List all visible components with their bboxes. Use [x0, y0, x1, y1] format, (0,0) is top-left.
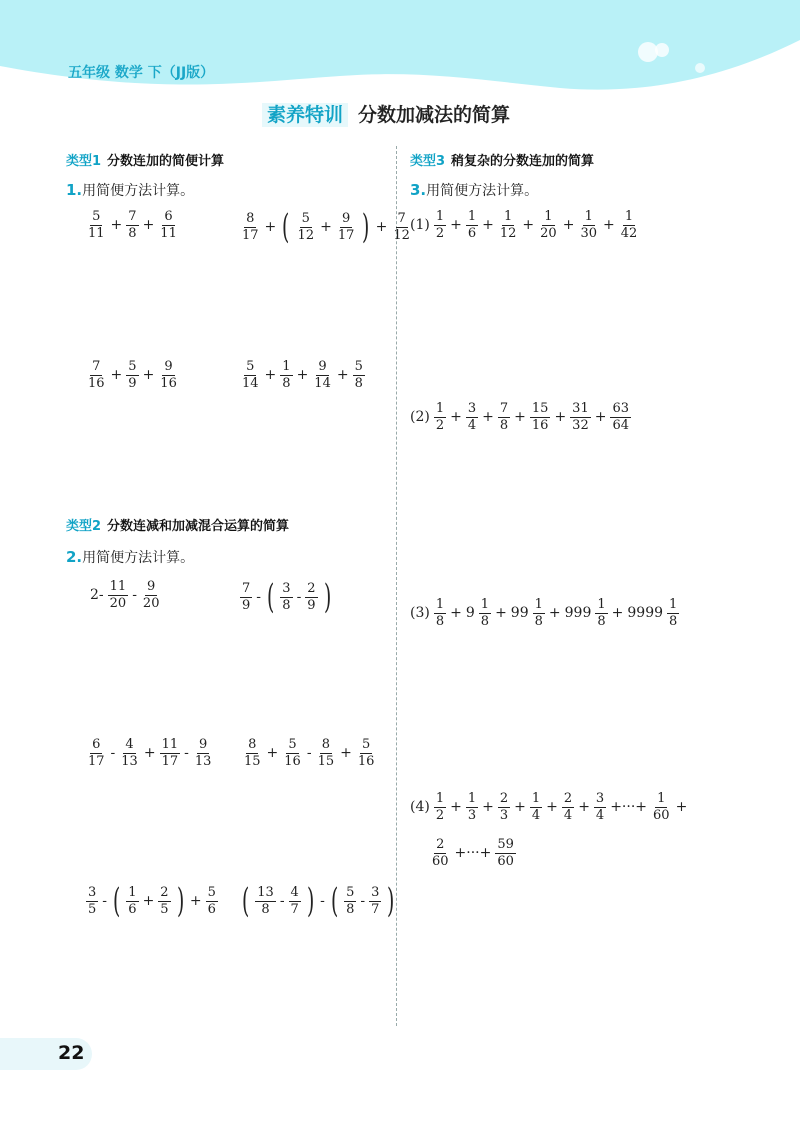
denominator: 64	[612, 417, 629, 433]
operator: +	[110, 367, 123, 384]
denominator: 17	[88, 753, 105, 769]
numerator: 5	[288, 737, 297, 752]
operator: +	[189, 893, 202, 909]
fraction	[344, 886, 356, 916]
denominator: 8	[534, 613, 543, 629]
operator: +	[482, 409, 494, 426]
operator: +	[336, 367, 349, 384]
numerator: 5	[128, 359, 137, 374]
denominator: 32	[572, 417, 589, 433]
numerator: 3	[467, 401, 477, 416]
numerator: 4	[125, 737, 134, 752]
expr-3-3	[408, 598, 681, 628]
denominator: 20	[109, 595, 127, 611]
fraction	[430, 838, 451, 868]
numerator: 1	[657, 791, 666, 806]
numerator: 1	[544, 209, 553, 224]
expr-1a	[84, 210, 181, 240]
fraction	[538, 210, 559, 240]
numerator: 5	[301, 210, 310, 226]
numerator: 3	[88, 884, 97, 900]
operator: 9	[465, 605, 475, 622]
numerator: 9	[164, 359, 173, 374]
operator: +	[578, 799, 590, 816]
numerator: 1	[435, 597, 445, 612]
section-3-text: 稍复杂的分数连加的简算	[451, 154, 595, 169]
fraction	[305, 582, 317, 612]
numerator: 1	[480, 597, 490, 612]
fraction	[434, 598, 446, 628]
operator: +	[320, 219, 332, 235]
part-label: (1)	[410, 217, 430, 234]
denominator: 8	[346, 901, 355, 917]
denominator: 13	[121, 753, 138, 769]
denominator: 8	[480, 613, 490, 629]
denominator: 42	[620, 225, 638, 241]
denominator: 14	[242, 375, 259, 391]
operator: +	[482, 799, 494, 816]
operator: +	[340, 745, 352, 762]
parenthesis: )	[306, 881, 315, 921]
expr-2e	[84, 881, 220, 921]
question-3-title	[410, 180, 538, 200]
section-3-tag: 类型3	[410, 154, 446, 169]
numerator: 15	[531, 401, 549, 416]
fraction	[530, 792, 542, 822]
operator: 2-	[90, 587, 104, 604]
denominator: 12	[393, 227, 410, 243]
denominator: 17	[161, 753, 179, 769]
expr-1b	[238, 207, 414, 247]
numerator: 5	[361, 737, 371, 752]
numerator: 59	[497, 837, 514, 852]
page-number: 22	[58, 1042, 85, 1064]
operator: +	[546, 799, 558, 816]
question-1-text: 用简便方法计算。	[82, 183, 195, 199]
operator: -	[184, 745, 189, 762]
fraction	[610, 402, 631, 432]
numerator: 9	[318, 359, 327, 374]
title-tag: 素养特训	[262, 103, 348, 127]
denominator: 6	[128, 901, 137, 917]
operator: -	[320, 893, 325, 909]
numerator: 6	[164, 209, 173, 224]
section-2-tag: 类型2	[66, 519, 102, 534]
fraction	[240, 212, 261, 242]
fraction	[141, 580, 162, 610]
numerator: 1	[435, 209, 445, 224]
denominator: 14	[314, 375, 331, 391]
numerator: 1	[597, 597, 606, 612]
denominator: 4	[531, 807, 541, 823]
numerator: 1	[534, 597, 543, 612]
section-2-heading	[66, 515, 289, 534]
denominator: 17	[242, 227, 259, 243]
numerator: 5	[92, 209, 101, 224]
parenthesis: (	[267, 577, 275, 617]
numerator: 2	[160, 884, 169, 900]
denominator: 15	[244, 753, 261, 769]
numerator: 3	[371, 884, 380, 900]
fraction	[240, 360, 261, 390]
fraction	[126, 360, 138, 390]
numerator: 5	[346, 884, 355, 900]
numerator: 3	[282, 580, 291, 596]
fraction	[126, 886, 138, 916]
denominator: 9	[242, 597, 251, 613]
title-text: 分数加减法的简算	[358, 104, 511, 126]
fraction	[158, 210, 179, 240]
parenthesis: )	[387, 881, 395, 921]
numerator: 1	[504, 209, 513, 224]
fraction	[594, 792, 606, 822]
part-label: (3)	[410, 605, 430, 622]
operator: -	[102, 893, 108, 909]
fraction	[86, 210, 107, 240]
denominator: 4	[467, 417, 477, 433]
numerator: 9	[147, 579, 156, 594]
fraction	[356, 738, 377, 768]
right-paren: )	[362, 207, 370, 247]
fraction	[206, 886, 218, 916]
numerator: 11	[161, 737, 179, 752]
denominator: 3	[467, 807, 477, 823]
denominator: 8	[261, 901, 270, 917]
operator: 99	[510, 605, 529, 622]
operator: 999	[564, 605, 592, 622]
operator: +	[611, 605, 624, 622]
question-2-text: 用简便方法计算。	[82, 550, 195, 566]
fraction	[240, 582, 252, 612]
fraction	[336, 212, 357, 242]
numerator: 1	[435, 791, 445, 806]
fraction	[119, 738, 140, 768]
fraction	[193, 738, 214, 768]
part-label: (2)	[410, 409, 430, 426]
operator: +	[142, 893, 155, 909]
operator: +	[554, 409, 567, 426]
fraction	[255, 886, 276, 916]
operator: +	[296, 367, 309, 384]
fraction	[619, 210, 640, 240]
denominator: 4	[595, 807, 605, 823]
operator: +	[266, 745, 279, 762]
fraction	[158, 886, 170, 916]
question-2-title	[66, 547, 194, 567]
fraction	[434, 792, 446, 822]
numerator: 5	[207, 884, 216, 900]
numerator: 1	[584, 209, 593, 224]
numerator: 1	[467, 209, 477, 224]
numerator: 9	[198, 737, 208, 752]
question-1-number: 1.	[66, 181, 83, 199]
denominator: 9	[307, 597, 316, 613]
denominator: 16	[284, 753, 301, 769]
numerator: 1	[531, 791, 541, 806]
operator: +	[264, 219, 277, 235]
parenthesis: (	[241, 881, 250, 921]
operator: +	[142, 217, 155, 234]
denominator: 16	[531, 417, 549, 433]
operator: +···+	[610, 799, 648, 816]
operator: +	[495, 605, 507, 622]
numerator: 4	[290, 884, 299, 900]
numerator: 7	[92, 359, 101, 374]
fraction	[296, 212, 317, 242]
expr-1d	[238, 360, 367, 390]
fraction	[316, 738, 337, 768]
operator: +	[562, 217, 575, 234]
numerator: 1	[669, 597, 678, 612]
expr-2c	[84, 738, 215, 768]
fraction	[353, 360, 365, 390]
fraction	[479, 598, 491, 628]
expr-2b	[238, 577, 335, 617]
numerator: 2	[307, 580, 316, 596]
fraction	[126, 210, 138, 240]
operator: +	[143, 745, 156, 762]
operator: +	[450, 799, 462, 816]
operator: +	[594, 409, 607, 426]
operator: -	[296, 589, 302, 605]
denominator: 60	[497, 853, 514, 869]
numerator: 3	[595, 791, 605, 806]
denominator: 2	[435, 807, 445, 823]
fraction	[595, 598, 607, 628]
question-2-number: 2.	[66, 548, 83, 566]
section-1-heading	[66, 150, 224, 169]
denominator: 8	[282, 375, 291, 391]
fraction	[498, 402, 510, 432]
denominator: 8	[282, 597, 291, 613]
operator: +	[264, 367, 277, 384]
denominator: 15	[317, 753, 335, 769]
denominator: 60	[432, 853, 449, 869]
numerator: 2	[563, 791, 573, 806]
numerator: 1	[624, 209, 634, 224]
expr-3-4-line2	[428, 838, 518, 868]
denominator: 20	[540, 225, 557, 241]
fraction	[570, 402, 591, 432]
numerator: 5	[354, 359, 363, 374]
fraction	[369, 886, 381, 916]
expr-1c	[84, 360, 181, 390]
operator: +	[675, 799, 688, 816]
operator: +	[602, 217, 615, 234]
denominator: 13	[194, 753, 212, 769]
denominator: 6	[467, 225, 477, 241]
question-3-text: 用简便方法计算。	[426, 183, 539, 199]
fraction	[466, 402, 478, 432]
denominator: 8	[354, 375, 363, 391]
denominator: 4	[563, 807, 573, 823]
fraction	[495, 838, 516, 868]
numerator: 7	[397, 210, 406, 226]
numerator: 63	[612, 401, 629, 416]
numerator: 7	[242, 580, 251, 596]
fraction	[498, 210, 519, 240]
operator: +	[142, 367, 155, 384]
fraction	[242, 738, 263, 768]
numerator: 7	[128, 209, 137, 224]
denominator: 5	[88, 901, 97, 917]
expr-3-2	[408, 402, 633, 432]
operator: +···+	[454, 845, 492, 862]
section-3-heading	[410, 150, 594, 169]
fraction	[434, 210, 446, 240]
denominator: 30	[580, 225, 597, 241]
operator: -	[110, 745, 116, 762]
fraction	[530, 402, 551, 432]
question-1-title	[66, 180, 194, 200]
fraction	[86, 738, 107, 768]
denominator: 16	[357, 753, 375, 769]
denominator: 12	[297, 227, 315, 243]
denominator: 7	[371, 901, 380, 917]
operator: -	[279, 893, 285, 909]
denominator: 16	[88, 375, 105, 391]
fraction	[667, 598, 679, 628]
parenthesis: (	[113, 881, 121, 921]
numerator: 11	[109, 579, 127, 594]
operator: +	[482, 217, 494, 234]
fraction	[466, 792, 478, 822]
section-1-tag: 类型1	[66, 154, 102, 169]
denominator: 9	[128, 375, 137, 391]
fraction	[434, 402, 446, 432]
fraction	[578, 210, 599, 240]
denominator: 11	[160, 225, 177, 241]
operator: +	[450, 217, 462, 234]
page-title	[262, 100, 510, 127]
left-paren: (	[282, 207, 290, 247]
section-2-text: 分数连减和加减混合运算的简算	[107, 519, 290, 534]
numerator: 1	[467, 791, 477, 806]
numerator: 6	[92, 737, 101, 752]
operator: +	[548, 605, 561, 622]
numerator: 8	[246, 210, 255, 226]
operator: -	[360, 893, 366, 909]
denominator: 8	[597, 613, 606, 629]
numerator: 1	[282, 359, 291, 374]
operator: -	[132, 587, 137, 604]
denominator: 6	[207, 901, 216, 917]
fraction	[289, 886, 301, 916]
operator: -	[306, 745, 312, 762]
fraction	[651, 792, 672, 822]
denominator: 2	[435, 225, 445, 241]
denominator: 20	[142, 595, 160, 611]
question-3-number: 3.	[410, 181, 427, 199]
expr-2d	[240, 738, 378, 768]
fraction	[562, 792, 574, 822]
denominator: 7	[290, 901, 299, 917]
denominator: 12	[499, 225, 517, 241]
denominator: 8	[128, 225, 137, 241]
fraction	[86, 360, 107, 390]
operator: +	[514, 409, 526, 426]
fraction	[280, 582, 292, 612]
operator: +	[375, 219, 388, 235]
fraction	[466, 210, 478, 240]
parenthesis: )	[176, 881, 184, 921]
denominator: 8	[435, 613, 445, 629]
operator: 9999	[627, 605, 664, 622]
operator: +	[450, 605, 462, 622]
operator: +	[450, 409, 462, 426]
header-subject: 五年级 数学 下（JJ版）	[68, 65, 215, 81]
operator: +	[110, 217, 123, 234]
fraction	[312, 360, 333, 390]
fraction	[533, 598, 545, 628]
denominator: 11	[88, 225, 105, 241]
operator: +	[514, 799, 526, 816]
denominator: 16	[160, 375, 177, 391]
operator: -	[256, 589, 262, 605]
section-1-text: 分数连加的简便计算	[107, 154, 225, 169]
fraction	[498, 792, 510, 822]
fraction	[280, 360, 292, 390]
denominator: 3	[499, 807, 509, 823]
fraction	[158, 360, 179, 390]
numerator: 7	[499, 401, 509, 416]
fraction	[160, 738, 181, 768]
expr-2f	[238, 881, 399, 921]
fraction	[108, 580, 129, 610]
fraction	[282, 738, 303, 768]
denominator: 8	[499, 417, 509, 433]
denominator: 5	[160, 901, 169, 917]
denominator: 60	[653, 807, 670, 823]
numerator: 13	[257, 884, 274, 900]
denominator: 17	[337, 227, 355, 243]
expr-3-4-line1	[408, 792, 689, 822]
numerator: 31	[572, 401, 589, 416]
expr-3-1	[408, 210, 641, 240]
numerator: 8	[248, 737, 257, 752]
parenthesis: )	[323, 577, 331, 617]
numerator: 1	[128, 884, 137, 900]
numerator: 5	[246, 359, 255, 374]
denominator: 2	[435, 417, 445, 433]
numerator: 1	[435, 401, 445, 416]
parenthesis: (	[330, 881, 339, 921]
numerator: 9	[341, 210, 351, 226]
denominator: 8	[669, 613, 678, 629]
part-label: (4)	[410, 799, 430, 816]
numerator: 8	[321, 737, 330, 752]
expr-2a	[88, 580, 163, 610]
fraction	[86, 886, 98, 916]
numerator: 2	[436, 837, 445, 852]
numerator: 2	[499, 791, 509, 806]
operator: +	[522, 217, 535, 234]
